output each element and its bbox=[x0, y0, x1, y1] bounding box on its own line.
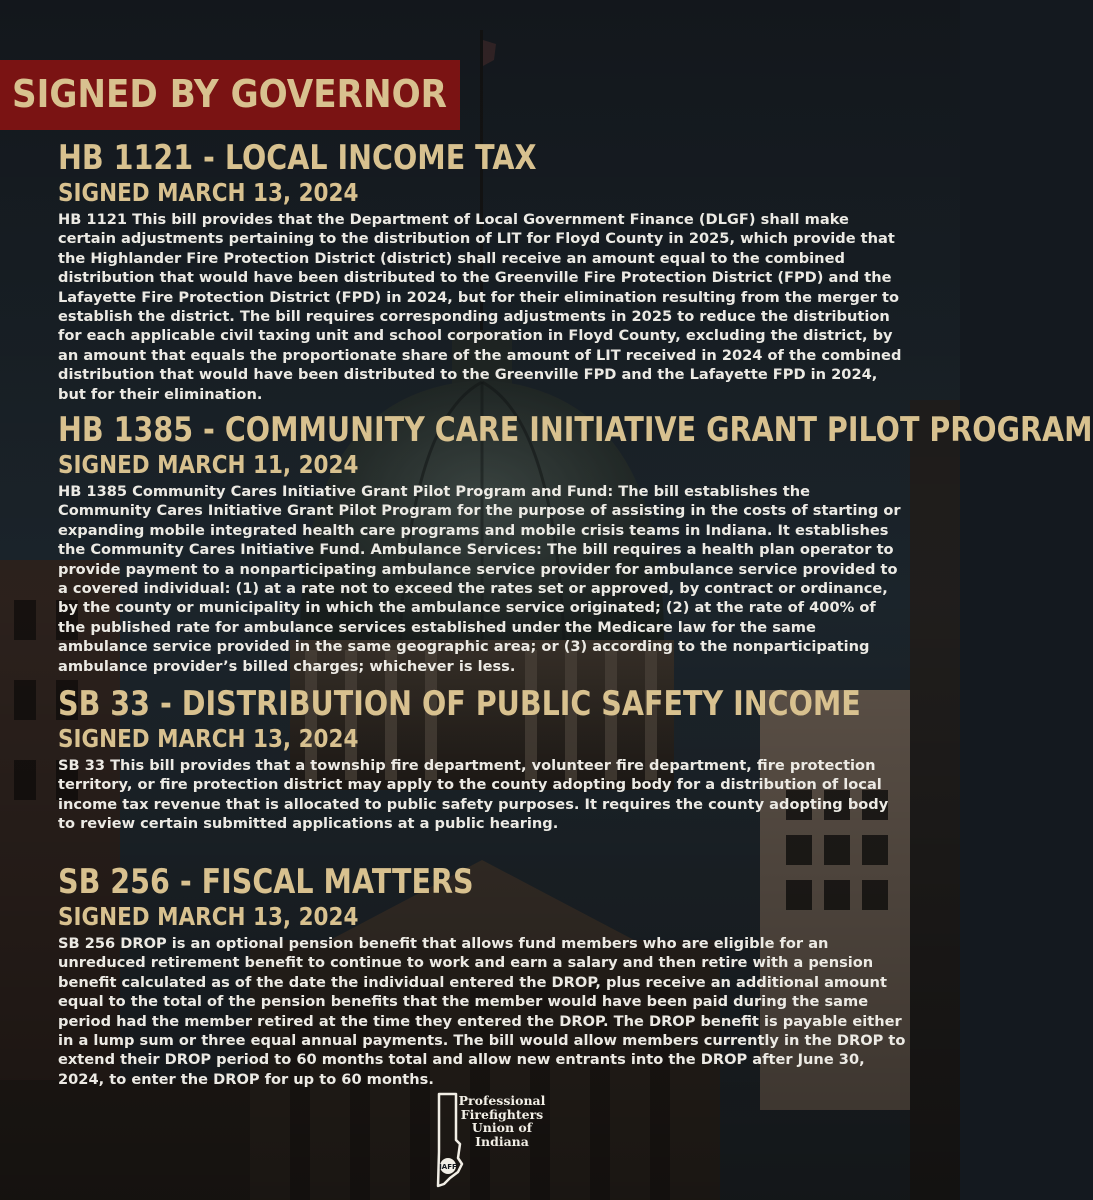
bill-heading: HB 1385 - COMMUNITY CARE INITIATIVE GRANT PILOT PROGRAM bbox=[58, 410, 1093, 450]
pfui-logo bbox=[436, 1092, 546, 1188]
svg-text:IAFF: IAFF bbox=[439, 1163, 457, 1171]
signed-date: SIGNED MARCH 13, 2024 bbox=[58, 724, 359, 753]
logo-line: Union of bbox=[471, 1120, 533, 1135]
banner-title: SIGNED BY GOVERNOR bbox=[12, 72, 448, 116]
signed-date: SIGNED MARCH 11, 2024 bbox=[58, 450, 359, 479]
logo-line: Indiana bbox=[475, 1133, 529, 1149]
logo-wordmark bbox=[456, 1094, 548, 1148]
bill-section-sb33 bbox=[58, 684, 918, 834]
bill-description: HB 1385 Community Cares Initiative Grant Pilot Program and Fund: The bill establishes the Community Cares Initiative Grant Pilot Program for the purpose of assisting in the costs of starting or expanding mobile integrated health care programs and mobile crisis teams in Indiana. It establishes the Community Cares Initiative Fund. Ambulance Services: The bill requires a health plan operator to provide payment to a nonparticipating ambulance service provider for ambulance service provided to a covered individual: (1) at a rate not to exceed the rates set or approved, by contract or ordinance, by the county or municipality in which the ambulance service originated; (2) at the rate of 400% of the published rate for ambulance services established under the Medicare law for the same ambulance service provided in the same geographic area; or (3) according to the nonparticipating ambulance provider’s billed charges; whichever is less. bbox=[58, 483, 901, 675]
bill-description: SB 256 DROP is an optional pension benefit that allows fund members who are eligible for an unreduced retirement benefit to continue to work and earn a salary and then retire with a pension benefit calculated as of the date the individual entered the DROP, plus receive an additional amount equal to the total of the pension benefits that the member would have been paid during the same period had the member retired at the time they entered the DROP. The DROP benefit is payable either in a lump sum or three equal annual payments. The bill would allow members currently in the DROP to extend their DROP period to 60 months total and allow new entrants into the DROP after June 30, 2024, to enter the DROP for up to 60 months. bbox=[58, 935, 906, 1088]
logo-line: Firefighters bbox=[460, 1106, 544, 1122]
bill-heading: SB 33 - DISTRIBUTION OF PUBLIC SAFETY INCOME bbox=[58, 684, 861, 724]
signed-date: SIGNED MARCH 13, 2024 bbox=[58, 902, 359, 931]
bill-heading: SB 256 - FISCAL MATTERS bbox=[58, 862, 474, 902]
bill-description: SB 33 This bill provides that a township fire department, volunteer fire department, fire protection territory, or fire protection district may apply to the county adopting body for a distribution of local income tax revenue that is allocated to public safety purposes. It requires the county adopting body to review certain submitted applications at a public hearing. bbox=[58, 757, 889, 833]
bill-description: HB 1121 This bill provides that the Department of Local Government Finance (DLGF) shall make certain adjustments pertaining to the distribution of LIT for Floyd County in 2025, which provide that the Highlander Fire Protection District (district) shall receive an amount equal to the combined distribution that would have been distributed to the Greenville Fire Protection District (FPD) and the Lafayette Fire Protection District (FPD) in 2024, but for their elimination resulting from the merger to establish the district. The bill requires corresponding adjustments in 2025 to reduce the distribution for each applicable civil taxing unit and school corporation in Floyd County, excluding the district, by an amount that equals the proportionate share of the amount of LIT received in 2024 of the combined distribution that would have been distributed to the Greenville FPD and the Lafayette FPD in 2024, but for their elimination. bbox=[58, 211, 902, 403]
bill-section-sb256 bbox=[58, 862, 918, 1089]
bill-section-hb1121 bbox=[58, 138, 918, 404]
bill-section-hb1385 bbox=[58, 410, 1093, 676]
logo-line: Professional bbox=[458, 1093, 546, 1108]
signed-date: SIGNED MARCH 13, 2024 bbox=[58, 178, 359, 207]
bill-heading: HB 1121 - LOCAL INCOME TAX bbox=[58, 138, 537, 178]
signed-by-governor-banner bbox=[0, 60, 460, 130]
